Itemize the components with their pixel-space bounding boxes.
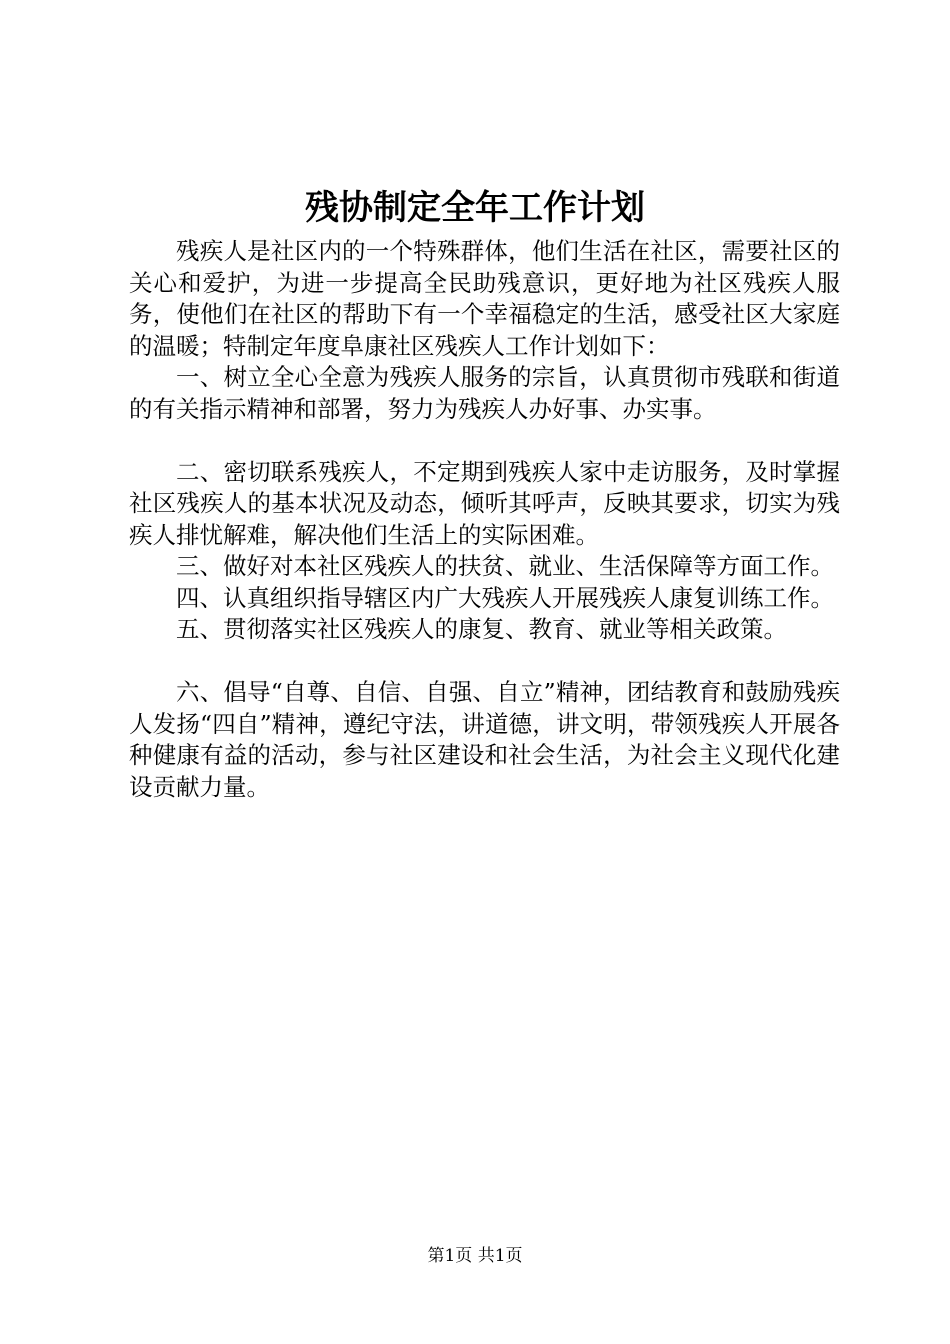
- page-number-footer: 第1页 共1页: [427, 1246, 523, 1266]
- paragraph-spacer: [129, 425, 840, 457]
- paragraph-item-5: 五、贯彻落实社区残疾人的康复、教育、就业等相关政策。: [176, 615, 787, 643]
- paragraph-spacer: [129, 646, 840, 678]
- paragraph-item-3: 三、做好对本社区残疾人的扶贫、就业、生活保障等方面工作。: [176, 552, 834, 580]
- paragraph-item-6: 六、倡导“自尊、自信、自强、自立”精神，团结教育和鼓励残疾人发扬“四自”精神，遵纪守法，讲道德，讲文明，带领残疾人开展各种健康有益的活动，参与社区建设和社会生活，为社会主义现代化建设贡献力量。: [129, 678, 840, 801]
- paragraph-item-2: 二、密切联系残疾人，不定期到残疾人家中走访服务，及时掌握社区残疾人的基本状况及动态，倾听其呼声，反映其要求，切实为残疾人排忧解难，解决他们生活上的实际困难。: [129, 457, 840, 549]
- document-title: 残协制定全年工作计划: [305, 188, 645, 228]
- paragraph-item-1: 一、树立全心全意为残疾人服务的宗旨，认真贯彻市残联和街道的有关指示精神和部署，努力为残疾人办好事、办实事。: [129, 363, 840, 423]
- document-body: [129, 236, 840, 803]
- paragraph-intro: 残疾人是社区内的一个特殊群体，他们生活在社区，需要社区的关心和爱护，为进一步提高全民助残意识，更好地为社区残疾人服务，使他们在社区的帮助下有一个幸福稳定的生活，感受社区大家庭的温暖；特制定年度阜康社区残疾人工作计划如下：: [129, 237, 840, 360]
- paragraph-item-4: 四、认真组织指导辖区内广大残疾人开展残疾人康复训练工作。: [176, 583, 834, 612]
